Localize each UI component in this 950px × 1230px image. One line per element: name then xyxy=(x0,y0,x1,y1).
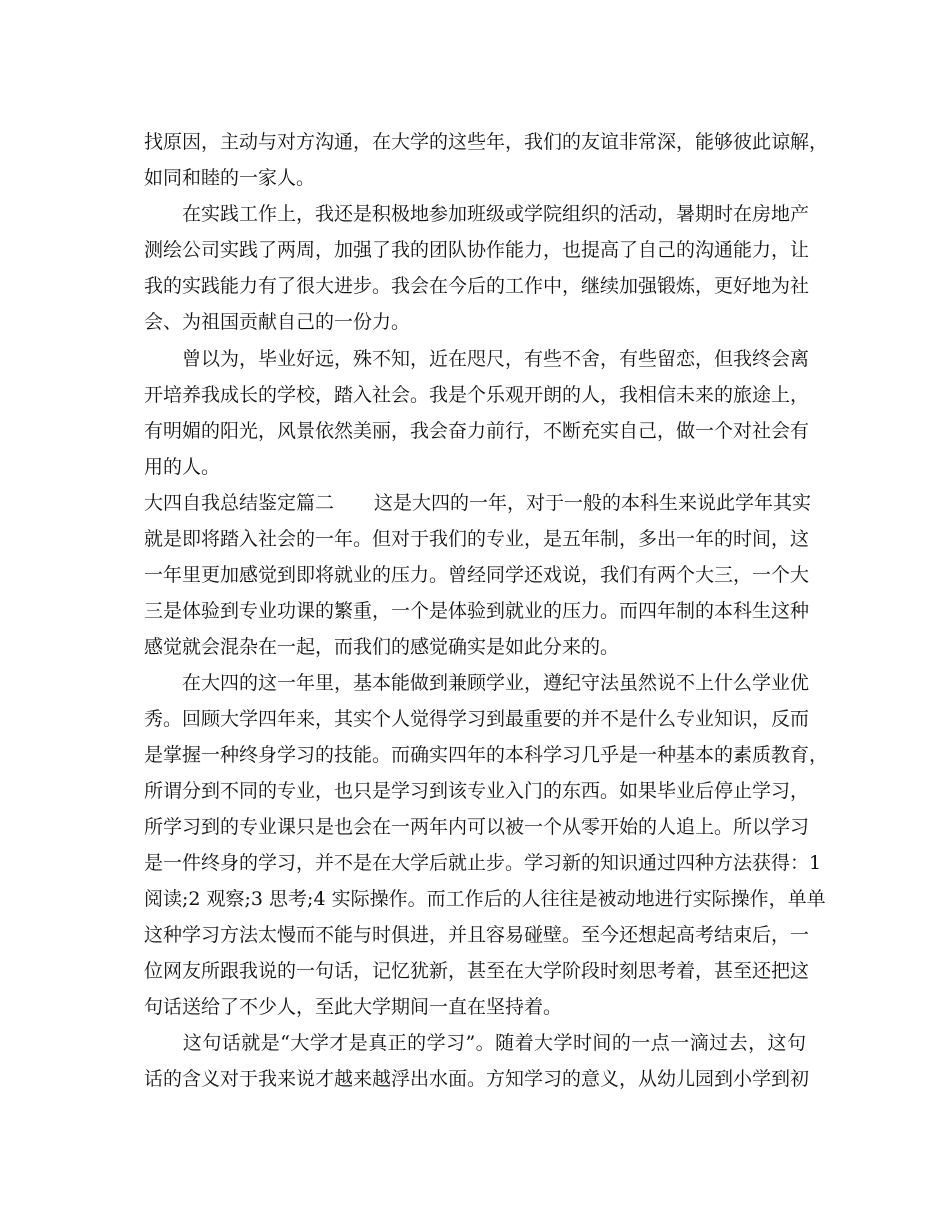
text-line: 这句话就是“大学才是真正的学习”。随着大学时间的一点一滴过去，这句 xyxy=(144,1032,806,1054)
text-line: 曾以为，毕业好远，殊不知，近在咫尺，有些不舍，有些留恋，但我终会离 xyxy=(144,348,810,370)
section-heading-first-line: 这是大四的一年，对于一般的本科生来说此学年其实 xyxy=(374,492,812,514)
section-heading-line xyxy=(144,488,812,518)
text-line: 所谓分到不同的专业，也只是学习到该专业入门的东西。如果毕业后停止学习， xyxy=(144,780,810,802)
text-line: 位网友所跟我说的一句话，记忆犹新，甚至在大学阶段时刻思考着，甚至还把这 xyxy=(144,960,810,982)
text-line: 句话送给了不少人，至此大学期间一直在坚持着。 xyxy=(144,996,563,1018)
text-line: 所学习到的专业课只是也会在一两年内可以被一个从零开始的人追上。所以学习 xyxy=(144,816,810,838)
text-line: 秀。回顾大学四年来，其实个人觉得学习到最重要的并不是什么专业知识，反而 xyxy=(144,708,810,730)
text-line: 就是即将踏入社会的一年。但对于我们的专业，是五年制，多出一年的时间，这 xyxy=(144,528,810,550)
text-line: 我的实践能力有了很大进步。我会在今后的工作中，继续加强锻炼，更好地为社 xyxy=(144,275,810,297)
text-line: 是掌握一种终身学习的技能。而确实四年的本科学习几乎是一种基本的素质教育， xyxy=(144,744,829,766)
text-line: 感觉就会混杂在一起，而我们的感觉确实是如此分来的。 xyxy=(144,636,620,658)
text-line: 会、为祖国贡献自己的一份力。 xyxy=(144,311,411,333)
text-line: 这种学习方法太慢而不能与时俱进，并且容易碰壁。至今还想起高考结束后，一 xyxy=(144,924,810,946)
text-line: 在大四的这一年里，基本能做到兼顾学业，遵纪守法虽然说不上什么学业优 xyxy=(144,672,810,694)
text-line: 阅读;2 观察;3 思考;4 实际操作。而工作后的人往往是被动地进行实际操作，单单 xyxy=(144,888,826,910)
text-line: 找原因，主动与对方沟通，在大学的这些年，我们的友谊非常深，能够彼此谅解， xyxy=(144,131,829,153)
text-line: 测绘公司实践了两周，加强了我的团队协作能力，也提高了自己的沟通能力，让 xyxy=(144,239,810,261)
text-line: 用的人。 xyxy=(144,456,221,478)
text-line: 在实践工作上，我还是积极地参加班级或学院组织的活动，暑期时在房地产 xyxy=(144,203,810,225)
section-heading-title: 大四自我总结鉴定篇二 xyxy=(144,492,335,514)
text-line: 有明媚的阳光，风景依然美丽，我会奋力前行，不断充实自己，做一个对社会有 xyxy=(144,420,810,442)
text-line: 如同和睦的一家人。 xyxy=(144,167,316,189)
text-line: 开培养我成长的学校，踏入社会。我是个乐观开朗的人，我相信未来的旅途上， xyxy=(144,384,810,406)
text-line: 一年里更加感觉到即将就业的压力。曾经同学还戏说，我们有两个大三，一个大 xyxy=(144,564,810,586)
text-line: 是一件终身的学习，并不是在大学后就止步。学习新的知识通过四种方法获得：1 xyxy=(144,852,822,874)
text-line: 话的含义对于我来说才越来越浮出水面。方知学习的意义，从幼儿园到小学到初 xyxy=(144,1068,810,1090)
text-line: 三是体验到专业功课的繁重，一个是体验到就业的压力。而四年制的本科生这种 xyxy=(144,600,810,622)
